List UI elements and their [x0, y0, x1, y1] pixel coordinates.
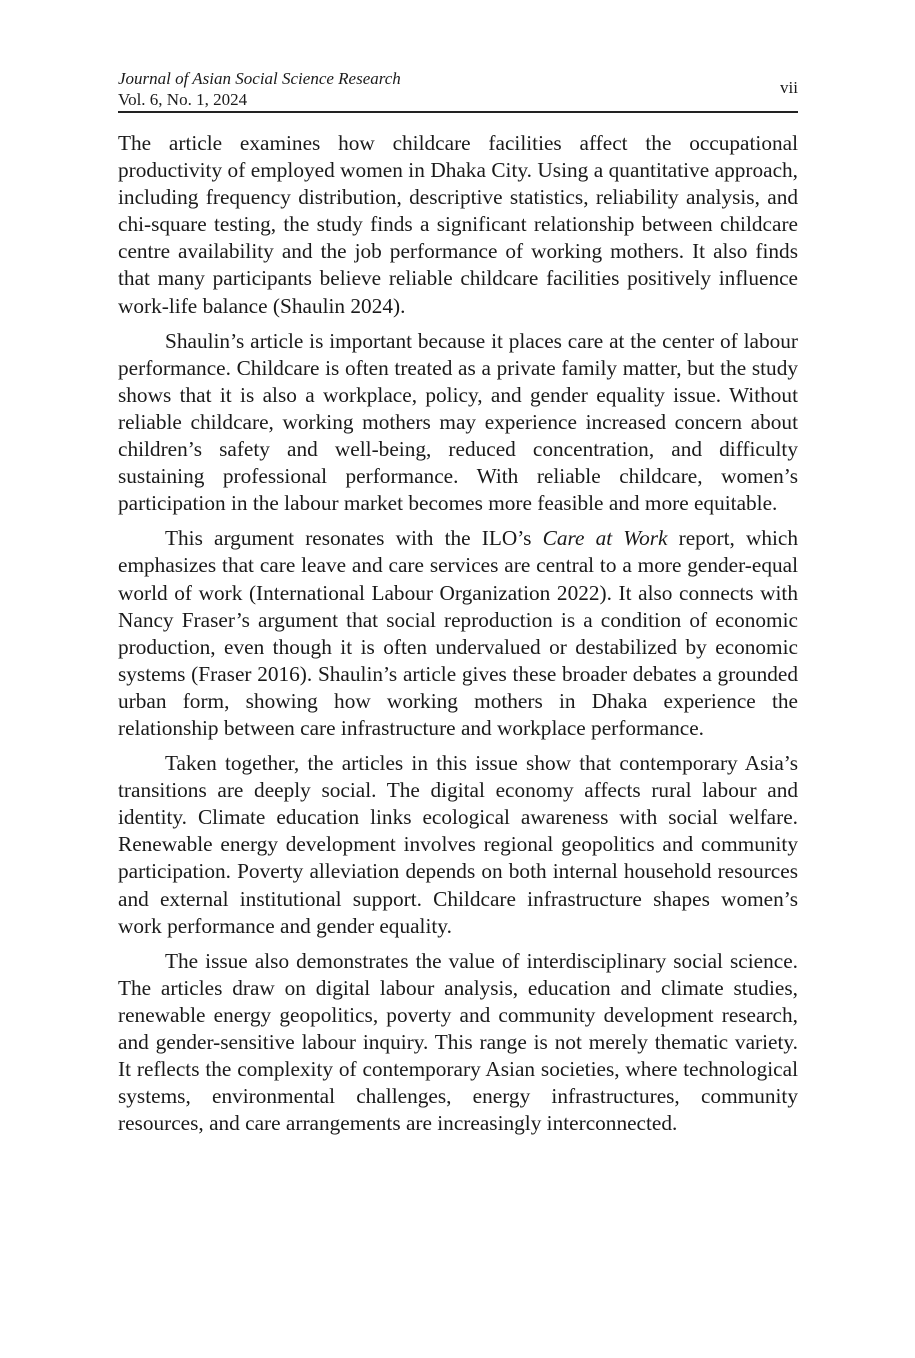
page-number: vii — [780, 78, 798, 97]
report-title-italic: Care at Work — [542, 526, 668, 551]
journal-title: Journal of Asian Social Science Research — [118, 69, 401, 88]
paragraph-1: The article examines how childcare facilities affect the occupational productivity of employed women in Dhaka City. Using a quantitative approach, including frequency distribution, descriptive statistics, reliability analysis, and chi-square testing, the study finds a significant relationship between childcare centre availability and the job performance of working mothers. It also finds that many participants believe reliable childcare facilities positively influence work-life balance (Shaulin 2024). — [118, 131, 798, 318]
paragraph-3-lead: This argument resonates with the ILO’s — [165, 526, 543, 551]
paragraph-3-rest: report, which emphasizes that care leave and care services are central to a more gender-equal world of work (International Labour Organization 2022). It also connects with Nancy Fraser’s argument that social reproduction is a condition of economic production, even though it is often undervalued or destabilized by economic systems (Fraser 2016). Shaulin’s article gives these broader debates a grounded urban form, showing how working mothers in Dhaka experience the relationship between care infrastructure and workplace performance. — [118, 526, 799, 740]
paragraph-4: Taken together, the articles in this issue show that contemporary Asia’s transitions are deeply social. The digital economy affects rural labour and identity. Climate education links ecological awareness with social welfare. Renewable energy development involves regional geopolitics and community participation. Poverty alleviation depends on both internal household resources and external institutional support. Childcare infrastructure shapes women’s work performance and gender equality. — [118, 751, 798, 938]
paragraph-3 — [118, 525, 798, 742]
journal-volume-issue: Vol. 6, No. 1, 2024 — [118, 90, 248, 109]
article-body — [118, 130, 798, 1145]
paragraph-5: The issue also demonstrates the value of interdisciplinary social science. The articles draw on digital labour analysis, education and climate studies, renewable energy geopolitics, poverty and community development research, and gender-sensitive labour inquiry. This range is not merely thematic variety. It reflects the complexity of contemporary Asian societies, where technological systems, environmental challenges, energy infrastructures, community resources, and care arrangements are increasingly interconnected. — [118, 948, 798, 1136]
running-header — [118, 68, 798, 113]
paragraph-2: Shaulin’s article is important because it places care at the center of labour performance. Childcare is often treated as a private family matter, but the study shows that it is also a workplace, policy, and gender equality issue. Without reliable childcare, working mothers may experience increased concern about children’s safety and well-being, reduced concentration, and difficulty sustaining professional performance. With reliable childcare, women’s participation in the labour market becomes more feasible and more equitable. — [118, 328, 798, 516]
